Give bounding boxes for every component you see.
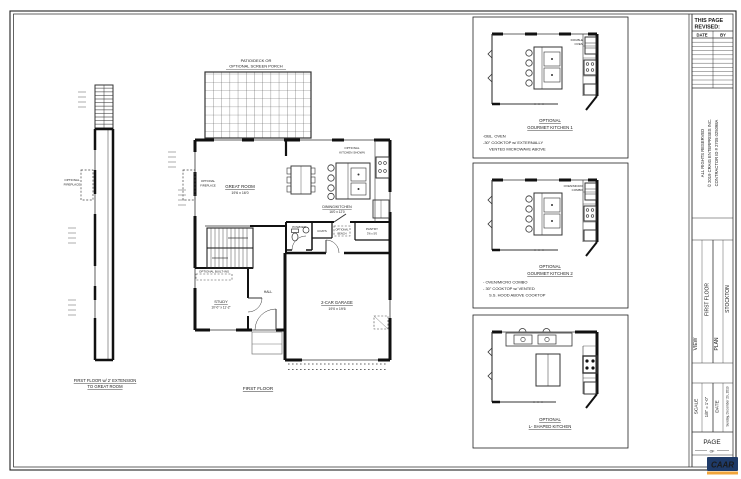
garage-dims: 19'0 x 19'6 [328, 307, 346, 311]
kitchen-1-caption-1: OPTIONAL [539, 118, 561, 123]
view-value: FIRST FLOOR [704, 283, 711, 316]
appliance-note-2: COMBO [571, 188, 583, 192]
copyright-block [692, 119, 733, 240]
view-label: VIEW [693, 337, 699, 351]
kitchen-1-bullet-3: VENTED MICROWAVE ABOVE [489, 146, 546, 152]
dining-dims: 16'0 x 12'0 [329, 210, 345, 214]
kitchen-2-bullet-3: S.S. HOOD ABOVE COOKTOP [489, 292, 546, 298]
patio-label-1: PATIO/DECK OR [240, 58, 272, 63]
patio-deck [205, 58, 311, 138]
range [584, 206, 596, 221]
left-fireplace-label-2: FIREPLACE [63, 182, 81, 187]
kitchen-2-caption-2: GOURMET KITCHEN 2 [527, 271, 573, 276]
scale-label: SCALE [694, 398, 700, 415]
pantry [355, 222, 390, 240]
optional-fireplace-outline [81, 170, 93, 200]
fireplace-label-1: OPTIONAL [200, 179, 216, 183]
builtins-label: OPTIONAL BUILT-INS [198, 269, 230, 274]
plan-label: PLAN [714, 337, 720, 351]
kitchen-3-room [488, 329, 597, 409]
revision-col-date: DATE [696, 32, 708, 38]
exterior-walls [195, 140, 390, 360]
left-plan-caption-1: FIRST FLOOR w/ 2' EXTENSION [73, 378, 137, 383]
left-fireplace-label-1: OPTIONAL [64, 178, 80, 182]
appliance-note-2: OVEN [574, 42, 583, 46]
kitchen-1-room [488, 34, 597, 110]
view-plan-block [692, 240, 733, 383]
optional-fireplace-outline [183, 170, 195, 200]
scale-date-block [692, 383, 733, 432]
great-room-dims: 19'6 x 16'0 [231, 191, 249, 195]
appliance-note-1: DOUBLE [570, 38, 583, 42]
interior-walls [195, 140, 390, 360]
oven-micro-combo [585, 183, 596, 200]
page-block [692, 439, 733, 455]
plan-value: STOCKTON [725, 285, 731, 313]
builtins-outline [196, 274, 232, 280]
page-label: PAGE [703, 439, 721, 446]
hall-label: HALL [263, 290, 273, 294]
garage [288, 300, 388, 370]
refrigerator [584, 84, 596, 95]
pantry-label: PANTRY [366, 227, 378, 231]
kitchen-option-2 [473, 163, 628, 308]
kitchen-note-2: KITCHEN SHOWN [339, 150, 365, 155]
study-label: STUDY [214, 299, 228, 304]
kitchen-1-caption-2: GOURMET KITCHEN 1 [527, 125, 573, 130]
great-room-label: GREAT ROOM [225, 184, 255, 189]
powder-label: POWDER [292, 225, 306, 229]
pantry-dims: 3'6 x 5'0 [366, 231, 378, 236]
title-block [689, 14, 738, 475]
left-plan-walls [95, 129, 113, 360]
date-label: DATE [715, 400, 721, 413]
study-dims: 10'-0" x 11'-2" [211, 305, 231, 310]
kitchen-2-bullet-1: - OVEN/MICRO COMBO [483, 279, 528, 285]
scale-value: 1/8" = 1'-0" [704, 396, 709, 418]
bench-label-2: BENCH [337, 232, 347, 236]
patio-label-2: OPTIONAL SCREEN PORCH [229, 63, 283, 69]
kitchen-option-3 [473, 315, 628, 448]
range [376, 157, 389, 178]
bench-label-1: OPTIONAL [335, 228, 349, 232]
copyright-line-1: ALL RIGHTS RESERVED [700, 128, 705, 178]
kitchen-1-bullet-1: -DBL. OVEN [483, 133, 506, 139]
doors [248, 214, 346, 330]
fireplace-label-2: FIREPLACE [200, 183, 216, 188]
range [584, 60, 596, 75]
great-room [168, 152, 255, 205]
kitchen-2-caption-1: OPTIONAL [539, 264, 561, 269]
revision-table [692, 18, 733, 88]
optional-bench [334, 226, 350, 236]
stairs [207, 228, 253, 268]
page-of-label: OF [709, 449, 715, 454]
date-value: Sunday, December 29, 2019 [725, 386, 730, 427]
appliance-note-1: OVEN/MICRO [563, 184, 583, 188]
caar-logo [707, 457, 738, 475]
kitchen-2-bullet-2: - 30" COOKTOP w/ VENTED [483, 286, 535, 291]
powder-room [286, 222, 312, 250]
revision-title-1: THIS PAGE [694, 18, 724, 24]
left-plan-caption-2: TO GREAT ROOM [87, 384, 123, 389]
range [583, 356, 597, 373]
kitchen-2-room [488, 180, 597, 256]
left-extension-plan [64, 85, 137, 389]
revision-title-2: REVISED: [694, 24, 720, 31]
dimension-ticks [168, 152, 186, 205]
coats-closet [312, 222, 332, 238]
dining-label: DINING/KITCHEN [322, 205, 352, 209]
revision-empty-rows [692, 42, 733, 84]
kitchen-1-bullet-2: -30" COOKTOP w/ EXTERNALLY [483, 140, 544, 145]
main-floor-plan [168, 58, 390, 391]
kitchen-note-1: OPTIONAL [344, 146, 360, 150]
copyright-line-2: © 2019 CRAIG ENTERPRISES INC. [707, 118, 712, 188]
kitchen-3-caption-2: L- SHAPED KITCHEN [528, 424, 572, 429]
double-oven [585, 37, 596, 54]
kitchen-3-caption-1: OPTIONAL [539, 417, 561, 422]
dining-kitchen [287, 140, 389, 222]
copyright-line-3: CONTRACTOR ID # 2705 025098A [714, 119, 719, 187]
front-stoop [252, 332, 282, 354]
dimension-ticks [68, 92, 86, 315]
kitchen-option-1 [473, 17, 628, 158]
coats-label: COATS [317, 229, 327, 233]
revision-col-by: BY [720, 32, 726, 38]
refrigerator [584, 382, 596, 394]
main-plan-caption: FIRST FLOOR [242, 386, 274, 391]
garage-label: 2-CAR GARAGE [321, 300, 353, 305]
caar-logo-accent-bar [707, 472, 738, 475]
study [211, 299, 230, 310]
refrigerator [584, 230, 596, 241]
caar-logo-text: CAAR [710, 460, 735, 470]
